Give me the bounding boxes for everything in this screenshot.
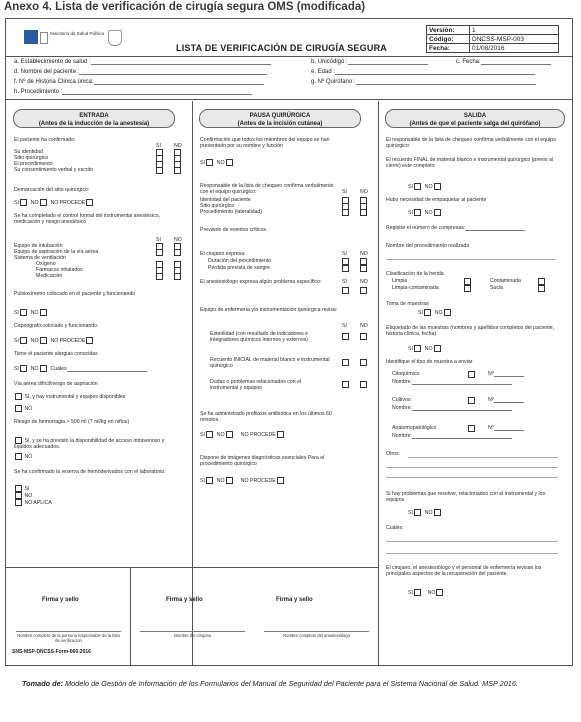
checkbox[interactable] (40, 199, 47, 206)
entrada-header: ENTRADA (Antes de la inducción de la anestesia) (13, 109, 175, 128)
checkbox[interactable] (277, 477, 284, 484)
checkbox[interactable] (434, 345, 441, 352)
checkbox[interactable] (15, 453, 22, 460)
checkbox[interactable] (468, 425, 475, 432)
field-edad[interactable]: e. Edad : (311, 69, 535, 75)
checkbox[interactable] (206, 159, 213, 166)
checkbox[interactable] (174, 167, 181, 174)
field-unicodigo[interactable]: b. Unicódigo : (311, 59, 428, 65)
checkbox[interactable] (436, 589, 443, 596)
signature-label-3: Firma y sello (276, 597, 313, 603)
checkbox[interactable] (156, 167, 163, 174)
pausa-header: PAUSA QUIRÚRGICA (Antes de la incisión cutánea) (199, 109, 361, 128)
checkbox[interactable] (20, 365, 27, 372)
checkbox[interactable] (468, 371, 475, 378)
checkbox[interactable] (360, 381, 367, 388)
checkbox[interactable] (40, 365, 47, 372)
checkbox[interactable] (414, 509, 421, 516)
checkbox[interactable] (342, 333, 349, 340)
checkbox[interactable] (174, 249, 181, 256)
checkbox[interactable] (342, 287, 349, 294)
checkbox[interactable] (15, 485, 22, 492)
checkbox[interactable] (360, 209, 367, 216)
checkbox[interactable] (86, 199, 93, 206)
checkbox[interactable] (342, 265, 349, 272)
checkbox[interactable] (414, 183, 421, 190)
checkbox[interactable] (20, 309, 27, 316)
checklist-form: Ministerio de Salud Pública LISTA DE VERIFICACIÓN DE CIRUGÍA SEGURA Versión: 1 Código: DNCSS-MSP-003 Fecha: 01/08/2016 a. Establecimiento de salud : b. Unicódigo : c. Fecha: d. Nombre del paciente : e. Edad : f. Nº de Historia Clínica única: g. Nº Quirófano : h. Procedimiento : ENTRADA (Antes de la inducción de la anestesia) El paciente ha confirmado: SI NO Su identidad Sitio quirúrgico El procedimiento Su consentimiento verbal y escrito Demarcación del sitio quirúrgico: SI NO NO PROCEDE Se ha completado el control formal del instrumental anestésico, medicación y riesgo anestésico SI NO Equipo de intubación Equipo de aspiración de la vía aérea Sistema de ventilación Oxígeno Fármacos inhalados Medicación Pulsioxímetro colocado en el paciente y funcionando SI NO Capnógrafo colocado y funcionando SI NO NO PROCEDE Tiene el paciente alergias conocidas SI NO Cuáles Vía aérea difícil/riesgo de aspiración SI, y hay instrumental y equipos disponibles NO Riesgo de hemorragia > 500 ml (7 ml/kg en niños) SI, y se ha previsto la disponibilidad de acceso intravenoso y líquidos adecuados. NO Se ha confirmado la reserva de hemoderivados con el laboratorio: SI NO NO APLICA PAUSA QUIRÚRGICA (Antes de la incisión cutánea) Confirmación que todos los miembros del equipo se han presentado por su nombre y función SI NO Responsable de la lista de chequeo confirma verbalmente con el equipo quirúrgico: SI NO Identidad del paciente Sitio quirúrgico Procedimiento (lateralidad) Previsión de eventos críticos El cirujano expresa: SI NO Duración del procedimiento Pérdida prevista de sangre El anestesiólogo expresa algún problema específico: SI NO Equipo de enfermería y/o instrumentación quirúrgica revisa: SI NO Esterilidad (con resultado de indicadores e integradores químicos internos y externos) Recuento INICIAL de material blanco e instrumental quirúrgico Dudas o problemas relacionados con el instrumental y equipos Se ha administrado profilaxis antibiótica en los últimos 60 minutos SI NO NO PROCEDE Dispone de imágenes diagnósticas esenciales Para el procedimiento quirúrgico SI NO NO PROCEDE SALIDA (Antes de que el paciente salga del quirófano) El responsable de la lista de chequeo confirma verbalmente con el equipo quirúrgico: El recuento FINAL de material blanco e instrumental quirúrgico (previo al cierre) este completo: SI NO Hubo necesidad de empaquetar al paciente SI NO Registre el número de compresas: Nombre del procedimiento realizado Clasificación de la herida Limpia Contaminada Limpia-contaminada Sucia Toma de muestras SI NO Etiquetado de las muestras (nombres y apellidos completos del paciente, historia clínica, fecha) SI NO Identifique el tipo de muestra a enviar Citoquímico Nº Nombre: Cultivos Nº Nombre: Anatomopatológico Nº Nombre: Otros: Si hay problemas que resolver, relacionados con el instrumental y los equipos SI NO Cuáles: El cirujano, el anestesiólogo y el personal de enfermería revisan los principales aspectos de la recuperación del paciente. SI NO Firma y sello Firma y sello Firma y sello Nombre completo de la persona responsable de la lista de verificación Nombre del cirujano Nombre completo del anestesiólogo SNS-MSP-DNCSS-Form-060-2016 (5, 18, 573, 666)
checkbox[interactable] (464, 285, 471, 292)
checkbox[interactable] (360, 258, 367, 265)
form-title: LISTA DE VERIFICACIÓN DE CIRUGÍA SEGURA (176, 43, 387, 53)
checkbox[interactable] (20, 337, 27, 344)
checkbox[interactable] (538, 285, 545, 292)
crest-icon (108, 30, 122, 46)
ministry-logo: Ministerio de Salud Pública (24, 28, 122, 50)
checkbox[interactable] (174, 273, 181, 280)
checkbox[interactable] (15, 405, 22, 412)
q2-options: SI NO NO PROCEDE (14, 199, 94, 206)
form-code: SNS-MSP-DNCSS-Form-060-2016 (12, 649, 91, 655)
checkbox[interactable] (20, 199, 27, 206)
checkbox[interactable] (434, 183, 441, 190)
version-table: Versión: 1 Código: DNCSS-MSP-003 Fecha: 01/08/2016 (426, 25, 559, 53)
checkbox[interactable] (15, 499, 22, 506)
field-establecimiento[interactable]: a. Establecimiento de salud : (14, 59, 271, 65)
checkbox[interactable] (15, 393, 22, 400)
checkbox[interactable] (414, 209, 421, 216)
checkbox[interactable] (360, 287, 367, 294)
salida-header: SALIDA (Antes de que el paciente salga del quirófano) (385, 109, 565, 128)
checkbox[interactable] (342, 209, 349, 216)
checkbox[interactable] (156, 273, 163, 280)
field-fecha[interactable]: c. Fecha: (456, 59, 551, 65)
pausa-column: PAUSA QUIRÚRGICA (Antes de la incisión cutánea) Confirmación que todos los miembros del equipo se han presentado por su nombre y función SI NO Responsable de la lista de chequeo confirma verbalmente con el equipo quirúrgico: SI NO Identidad del paciente Sitio quirúrgico Procedimiento (lateralidad) Previsión de eventos críticos El cirujano expresa: SI NO Duración del procedimiento Pérdida prevista de sangre El anestesiólogo expresa algún problema específico: SI NO Equipo de enfermería y/o instrumentación quirúrgica revisa: SI NO Esterilidad (con resultado de indicadores e integradores químicos internos y externos) Recuento INICIAL de material blanco e instrumental quirúrgico Dudas o problemas relacionados con el instrumental y equipos Se ha administrado profilaxis antibiótica en los últimos 60 minutos SI NO NO PROCEDE Dispone de imágenes diagnósticas esenciales Para el procedimiento quirúrgico SI NO NO PROCEDE (192, 101, 378, 567)
checkbox[interactable] (40, 337, 47, 344)
field-quirofano[interactable]: g. Nº Quirófano : (311, 79, 536, 85)
checkbox[interactable] (414, 589, 421, 596)
checkbox[interactable] (414, 345, 421, 352)
checkbox[interactable] (40, 309, 47, 316)
checkbox[interactable] (226, 477, 233, 484)
checkbox[interactable] (206, 477, 213, 484)
checkbox[interactable] (277, 431, 284, 438)
checkbox[interactable] (424, 309, 431, 316)
checkbox[interactable] (444, 309, 451, 316)
checkbox[interactable] (360, 359, 367, 366)
field-historia[interactable]: f. Nº de Historia Clínica única: (14, 79, 264, 85)
annex-title: Anexo 4. Lista de verificación de cirugía segura OMS (modificada) (4, 1, 366, 13)
checkbox[interactable] (342, 258, 349, 265)
checkbox[interactable] (464, 278, 471, 285)
checkbox[interactable] (226, 431, 233, 438)
salida-column: SALIDA (Antes de que el paciente salga del quirófano) El responsable de la lista de chequeo confirma verbalmente con el equipo quirúrgico: El recuento FINAL de material blanco e instrumental quirúrgico (previo al cierre) este completo: SI NO Hubo necesidad de empaquetar al paciente SI NO Registre el número de compresas: Nombre del procedimiento realizado Clasificación de la herida Limpia Contaminada Limpia-contaminada Sucia Toma de muestras SI NO Etiquetado de las muestras (nombres y apellidos completos del paciente, historia clínica, fecha) SI NO Identifique el tipo de muestra a enviar Citoquímico Nº Nombre: Cultivos Nº Nombre: Anatomopatológico Nº Nombre: Otros: Si hay problemas que resolver, relacionados con el instrumental y los equipos SI NO Cuáles: El cirujano, el anestesiólogo y el personal de enfermería revisan los principales aspectos de la recuperación del paciente. SI NO (378, 101, 572, 665)
checkbox[interactable] (538, 278, 545, 285)
checkbox[interactable] (360, 333, 367, 340)
checkbox[interactable] (434, 209, 441, 216)
checkbox[interactable] (360, 265, 367, 272)
checkbox[interactable] (226, 159, 233, 166)
checkbox[interactable] (342, 381, 349, 388)
entrada-column: ENTRADA (Antes de la inducción de la anestesia) El paciente ha confirmado: SI NO Su identidad Sitio quirúrgico El procedimiento Su consentimiento verbal y escrito Demarcación del sitio quirúrgico: SI NO NO PROCEDE Se ha completado el control formal del instrumental anestésico, medicación y riesgo anestésico SI NO Equipo de intubación Equipo de aspiración de la vía aérea Sistema de ventilación Oxígeno Fármacos inhalados Medicación Pulsioxímetro colocado en el paciente y funcionando SI NO Capnógrafo colocado y funcionando SI NO NO PROCEDE Tiene el paciente alergias conocidas SI NO Cuáles Vía aérea difícil/riesgo de aspiración SI, y hay instrumental y equipos disponibles NO Riesgo de hemorragia > 500 ml (7 ml/kg en niños) SI, y se ha previsto la disponibilidad de acceso intravenoso y líquidos adecuados. NO Se ha confirmado la reserva de hemoderivados con el laboratorio: SI NO NO APLICA (6, 101, 192, 567)
signature-label-1: Firma y sello (42, 597, 79, 603)
checkbox[interactable] (206, 431, 213, 438)
signature-label-2: Firma y sello (166, 597, 203, 603)
checkbox[interactable] (15, 492, 22, 499)
checkbox[interactable] (342, 359, 349, 366)
checkbox[interactable] (156, 249, 163, 256)
field-nombre[interactable]: d. Nombre del paciente : (14, 69, 267, 75)
checkbox[interactable] (434, 509, 441, 516)
source-caption: Tomado de: Modelo de Gestión de Información de los Formularios del Manual de Seguridad del Paciente para el Sistema Nacional de Salud. MSP 2016. (22, 679, 518, 688)
checkbox[interactable] (468, 397, 475, 404)
field-procedimiento[interactable]: h. Procedimiento : (14, 89, 252, 95)
checkbox[interactable] (15, 437, 22, 444)
checkbox[interactable] (86, 337, 93, 344)
